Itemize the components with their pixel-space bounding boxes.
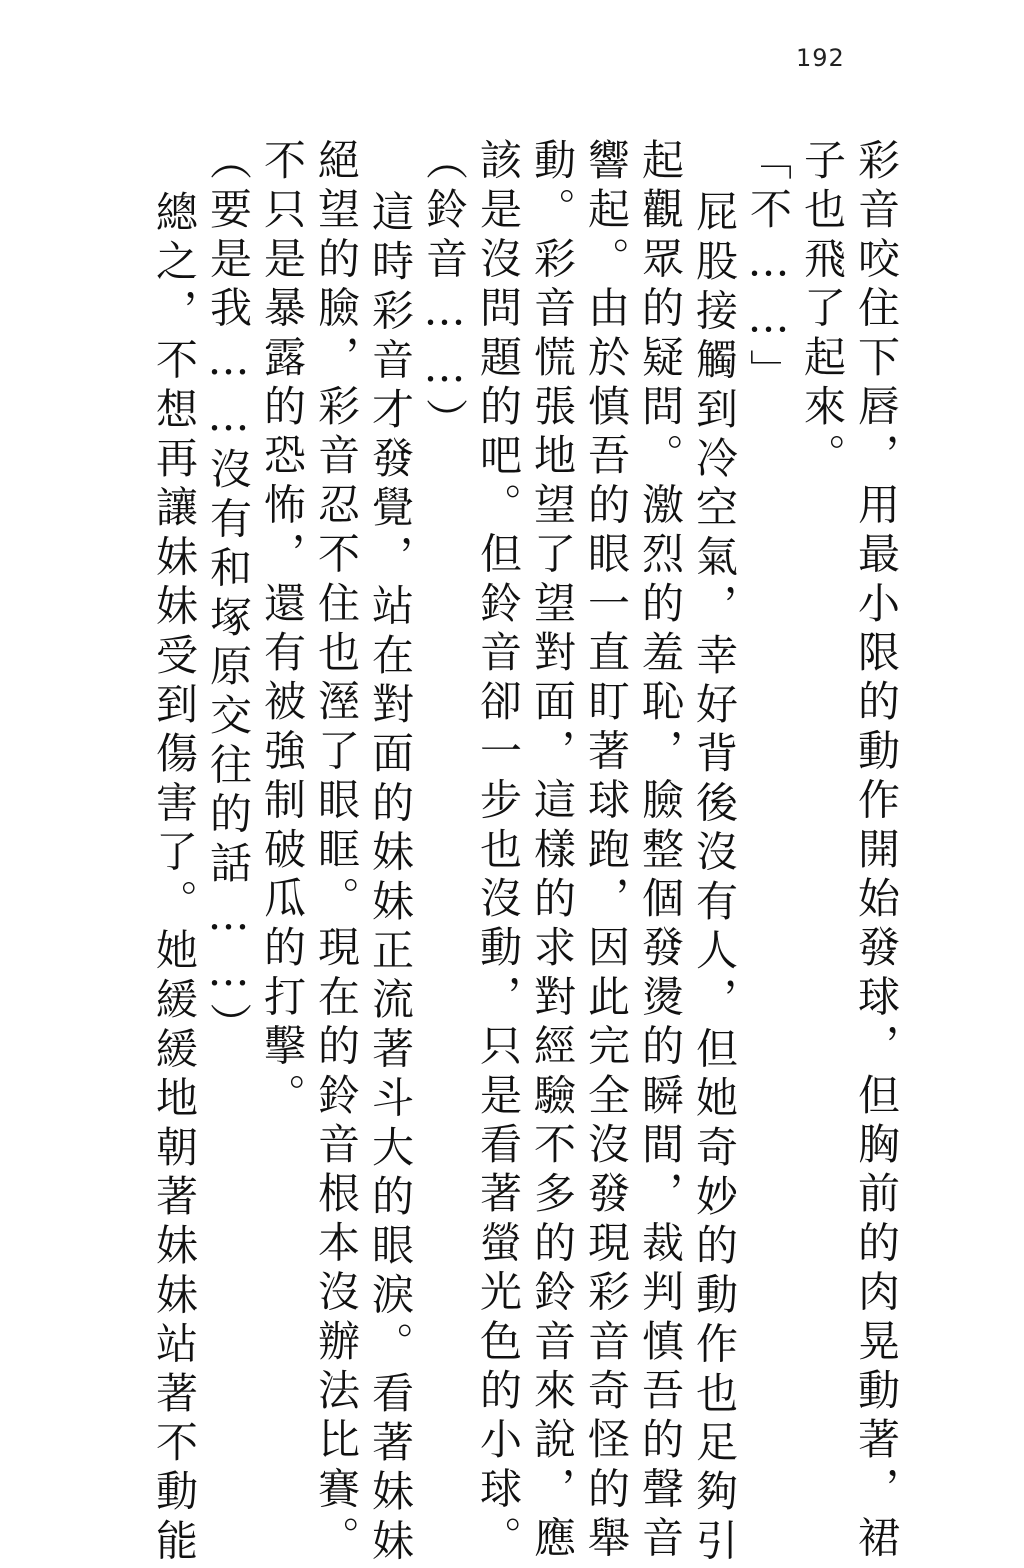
text-column-11: 絕望的臉，彩音忍不住也溼了眼眶。現在的鈴音根本沒辦法比賽。	[312, 138, 361, 1565]
text-column-14: 總之，不想再讓妹妹受到傷害了。她緩緩地朝著妹妹站著不動能	[150, 190, 199, 1568]
text-column-12: 不只是暴露的恐怖，還有被強制破瓜的打擊。	[258, 138, 307, 1122]
text-column-8: 該是沒問題的吧。但鈴音卻一步也沒動，只是看著螢光色的小球。	[474, 138, 523, 1565]
text-column-2: 子也飛了起來。	[798, 138, 847, 483]
text-column-5: 起觀眾的疑問。激烈的羞恥，臉整個發燙的瞬間，裁判慎吾的聲音	[636, 138, 685, 1565]
text-column-10: 這時彩音才發覺，站在對面的妹妹正流著斗大的眼淚。看著妹妹	[366, 190, 415, 1568]
text-column-1: 彩音咬住下唇，用最小限的動作開始發球，但胸前的肉晃動著，裙	[852, 138, 901, 1565]
page-number: 192	[796, 44, 845, 72]
text-column-6: 響起。由於慎吾的眼一直盯著球跑，因此完全沒發現彩音奇怪的舉	[582, 138, 631, 1565]
text-column-4: 屁股接觸到冷空氣，幸好背後沒有人，但她奇妙的動作也足夠引	[690, 190, 739, 1568]
text-column-3: 「不……」	[744, 138, 793, 398]
text-column-13: （要是我……沒有和塚原交往的話……）	[204, 138, 253, 1052]
text-column-9: （鈴音……）	[420, 138, 469, 448]
text-column-7: 動。彩音慌張地望了望對面，這樣的求對經驗不多的鈴音來說，應	[528, 138, 577, 1565]
